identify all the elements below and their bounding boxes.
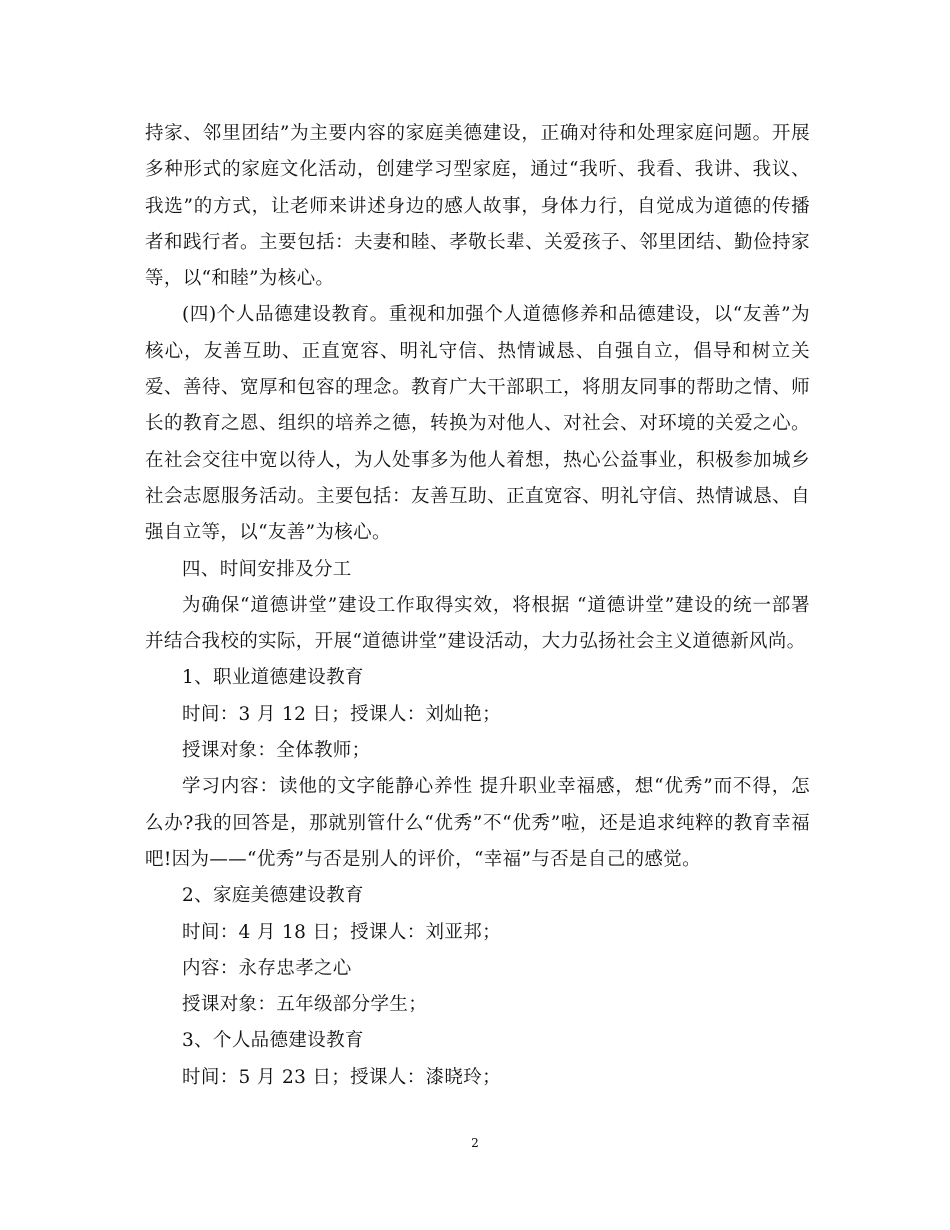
section-heading: 四、时间安排及分工 (182, 558, 352, 580)
audience-line: 授课对象：五年级部分学生； (182, 994, 428, 1016)
schedule-line: 时间：4 月 18 日；授课人：刘亚邦； (182, 921, 501, 943)
body-paragraph: (四)个人品德建设教育。重视和加强个人道德修养和品德建设，以“友善”为核心，友善互助、正直宽容、明礼守信、热情诚恳、自强自立，倡导和树立关爱、善待、宽厚和包容的理念。教育广大干部职工，将朋友同事的帮助之情、师长的教育之恩、组织的培养之德，转换为对他人、对社会、对环境的关爱之心。在社会交往中宽以待人，为人处事多为他人着想，热心公益事业，积极参加城乡社会志愿服务活动。主要包括：友善互助、正直宽容、明礼守信、热情诚恳、自强自立等，以“友善”为核心。 (145, 304, 810, 544)
subsection-heading: 2、家庭美德建设教育 (182, 885, 364, 907)
subsection-heading: 3、个人品德建设教育 (182, 1030, 364, 1052)
schedule-line: 时间：5 月 23 日；授课人：漆晓玲； (182, 1066, 501, 1088)
schedule-line: 时间：3 月 12 日；授课人：刘灿艳； (182, 703, 501, 725)
body-paragraph: 为确保“道德讲堂”建设工作取得实效，将根据 “道德讲堂”建设的统一部署并结合我校的实际，开展“道德讲堂”建设活动，大力弘扬社会主义道德新风尚。 (145, 594, 810, 653)
content-line: 内容：永存忠孝之心 (182, 957, 352, 979)
audience-line: 授课对象：全体教师； (182, 740, 371, 762)
body-paragraph: 持家、邻里团结”为主要内容的家庭美德建设，正确对待和处理家庭问题。开展多种形式的家庭文化活动，创建学习型家庭，通过“我听、我看、我讲、我议、我选”的方式，让老师来讲述身边的感人故事，身体力行，自觉成为道德的传播者和践行者。主要包括：夫妻和睦、孝敬长辈、关爱孩子、邻里团结、勤俭持家等，以“和睦”为核心。 (145, 123, 810, 290)
subsection-heading: 1、职业道德建设教育 (182, 667, 364, 689)
document-body (145, 116, 810, 1096)
body-paragraph: 学习内容：读他的文字能静心养性 提升职业幸福感，想“优秀”而不得，怎么办?我的回答是，那就别管什么“优秀”不“优秀”啦，还是追求纯粹的教育幸福吧!因为——“优秀”与否是别人的评价，“幸福”与否是自己的感觉。 (145, 776, 810, 870)
page-number: 2 (471, 1136, 479, 1150)
